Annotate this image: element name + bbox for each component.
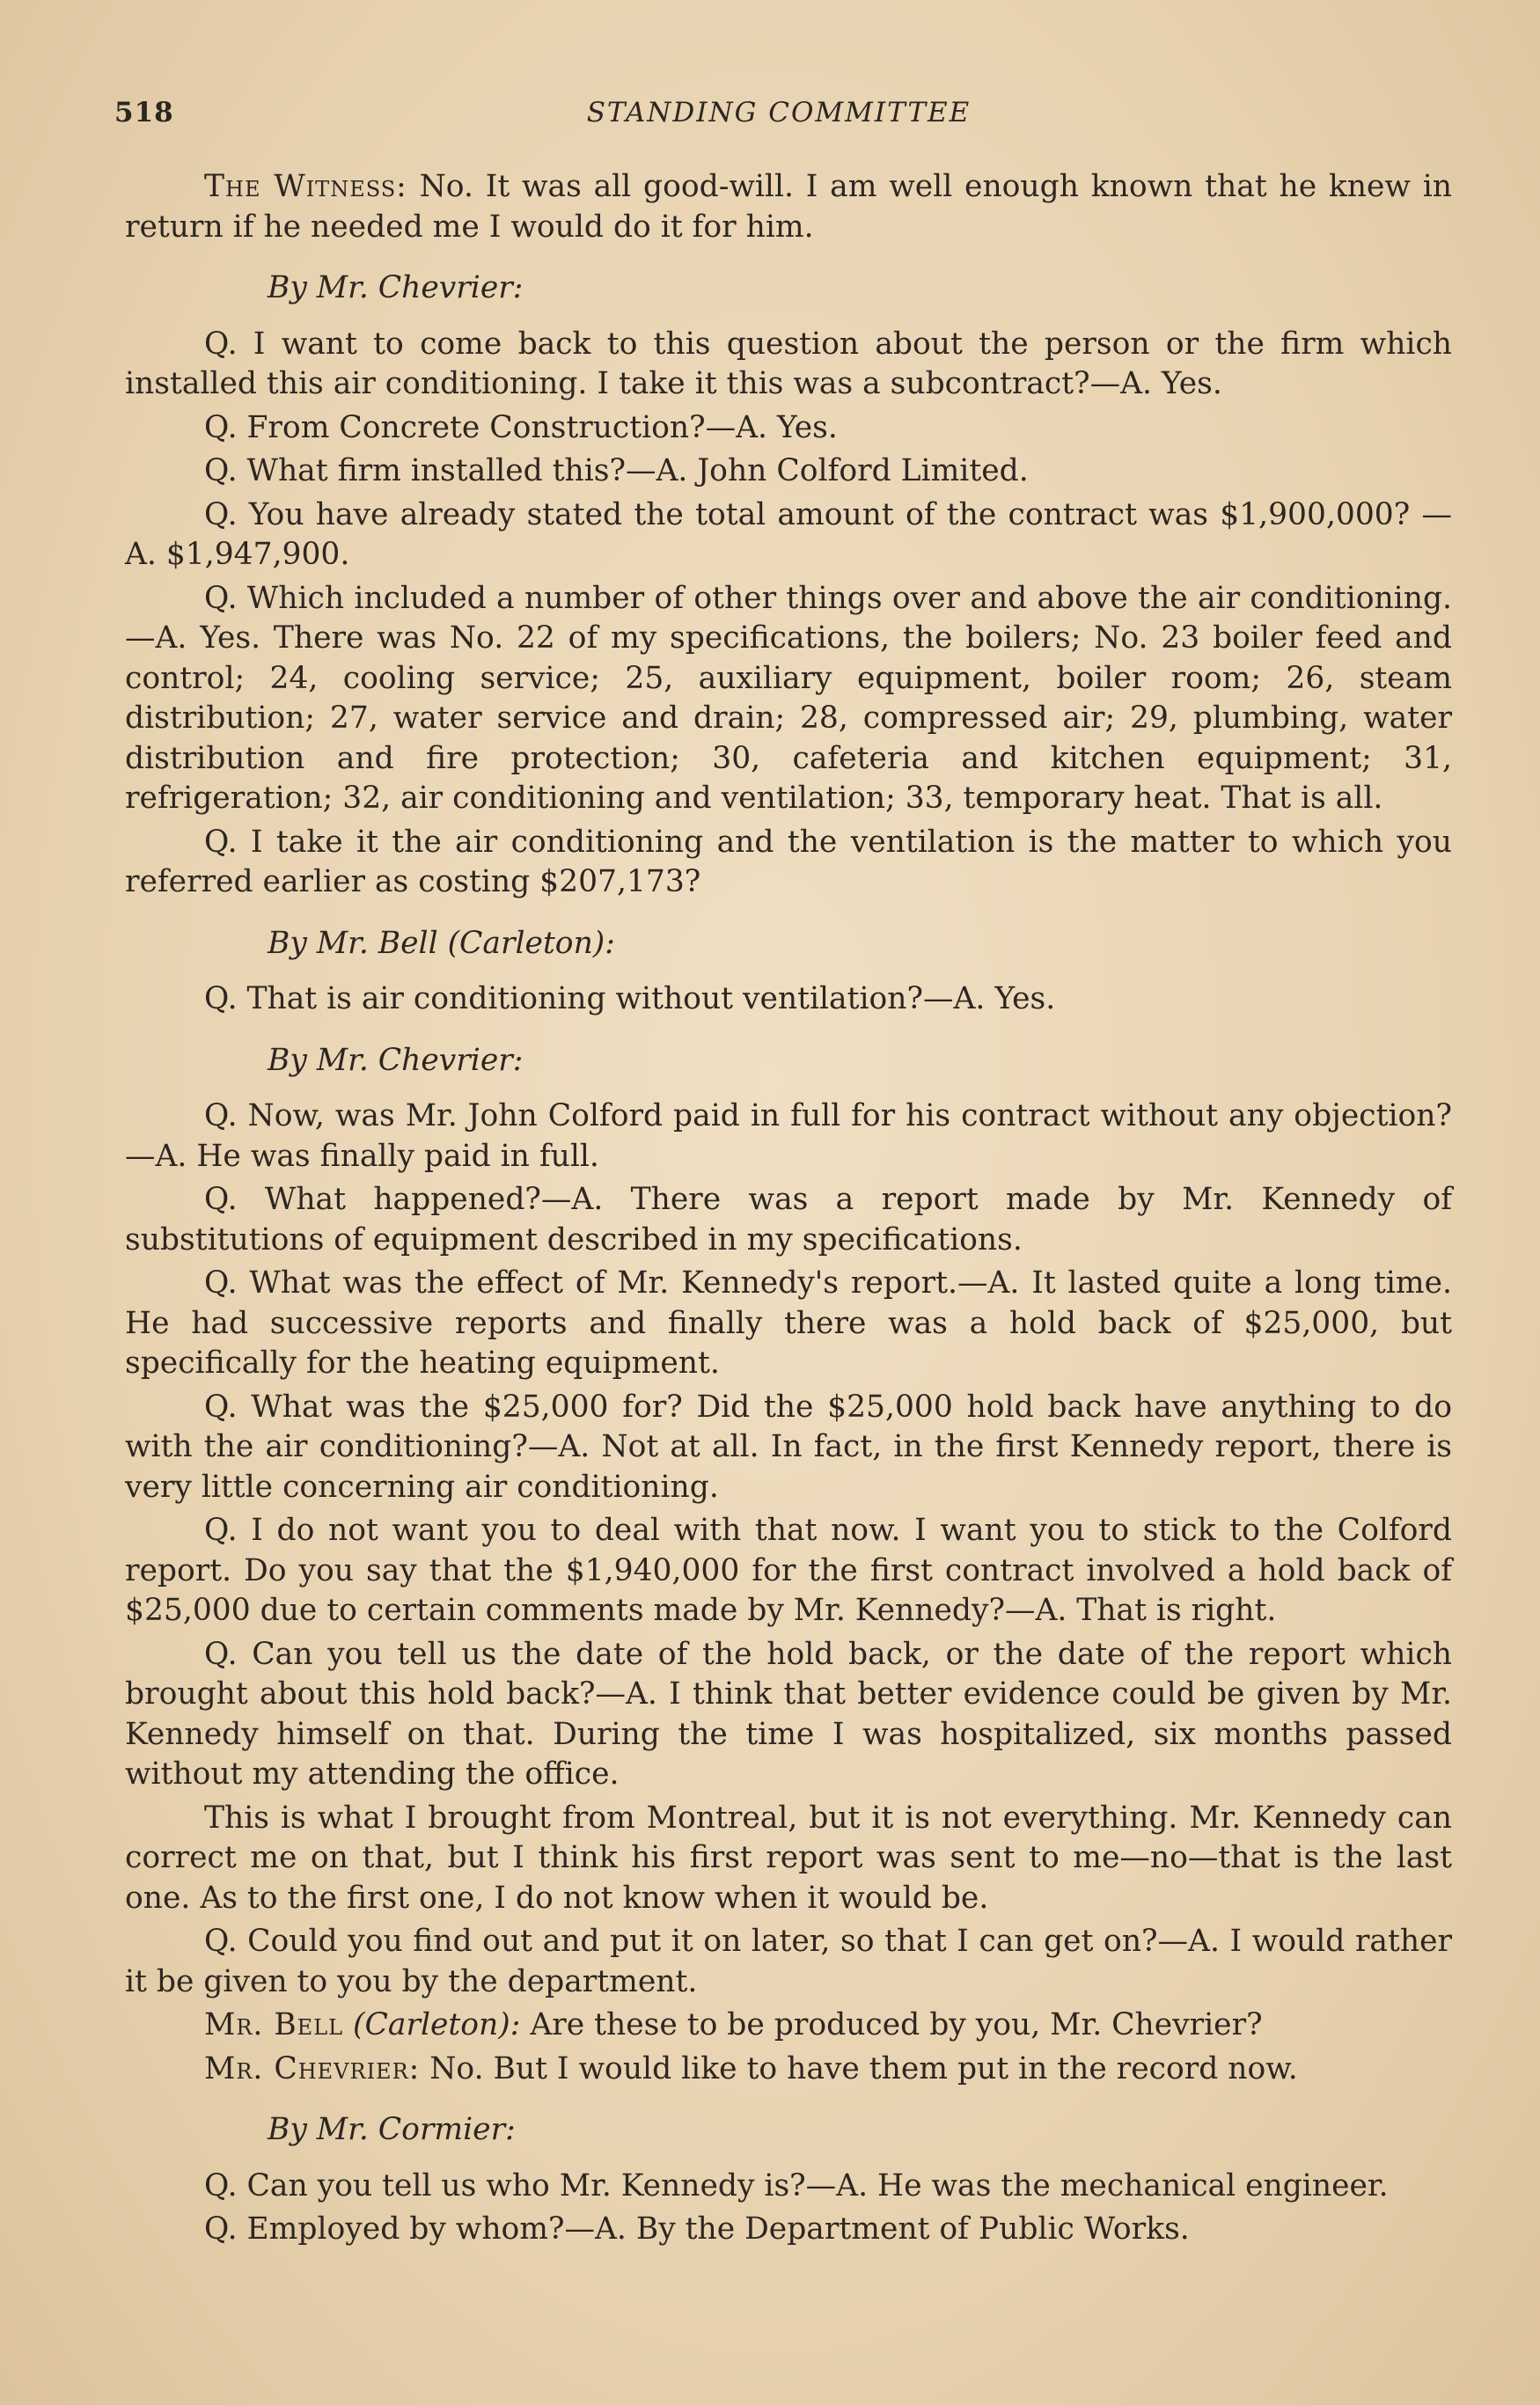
question-answer: Q. I take it the air conditioning and the ventilation is the matter to which you referred earlier as costing $207,173?: [125, 824, 1452, 899]
page-number: 518: [114, 97, 174, 128]
question-answer: Q. What firm installed this?—A. John Colford Limited.: [204, 453, 1029, 488]
speaker-label: Mr. Bell: [204, 2007, 344, 2042]
examiner-heading: By Mr. Bell (Carleton):: [268, 925, 615, 961]
speaker-label: Mr. Chevrier:: [204, 2050, 421, 2086]
statement-text: No. But I would like to have them put in the record now.: [420, 2050, 1298, 2086]
examiner-heading: By Mr. Chevrier:: [268, 1042, 524, 1078]
speaker-label: The Witness:: [204, 169, 407, 204]
statement-text: Are these to be produced by you, Mr. Chevrier?: [520, 2007, 1263, 2042]
question-answer: Q. Can you tell us the date of the hold back, or the date of the report which brought about this hold back?—A. I think that better evidence could be given by Mr. Kennedy himself on that. During the time I was hospitalized, six months passed without my attending the office.: [125, 1636, 1452, 1792]
question-answer: Q. Can you tell us who Mr. Kennedy is?—A. He was the mechanical engineer.: [204, 2167, 1389, 2203]
question-answer: Q. What was the effect of Mr. Kennedy's report.—A. It lasted quite a long time. He had successive reports and finally there was a hold back of $25,000, but specifically for the heating equipment.: [125, 1265, 1452, 1381]
witness-statement: [125, 167, 1452, 247]
question-answer: Q. Could you find out and put it on later, so that I can get on?—A. I would rather it be given to you by the department.: [125, 1924, 1452, 1999]
examiner-heading: By Mr. Chevrier:: [268, 270, 524, 305]
statement-text: No. It was all good-will. I am well enough known that he knew in return if he needed me I would do it for him.: [125, 169, 1453, 245]
question-answer: Q. Which included a number of other things over and above the air conditioning.—A. Yes. There was No. 22 of my specifications, the boilers; No. 23 boiler feed and control; 24, cooling service; 25, auxiliary equipment, boiler room; 26, steam distribution; 27, water service and drain; 28, compressed air; 29, plumbing, water distribution and fire protection; 30, cafeteria and kitchen equipment; 31, refrigeration; 32, air conditioning and ventilation; 33, temporary heat. That is all.: [125, 580, 1452, 816]
witness-statement: This is what I brought from Montreal, but it is not everything. Mr. Kennedy can correct me on that, but I think his first report was sent to me—no—that is the last one. As to the first one, I do not know when it would be.: [125, 1800, 1452, 1916]
question-answer: Q. That is air conditioning without ventilation?—A. Yes.: [204, 981, 1056, 1016]
speaker-riding: (Carleton):: [353, 2007, 521, 2042]
question-answer: Q. I do not want you to deal with that now. I want you to stick to the Colford report. Do you say that the $1,940,000 for the first contract involved a hold back of $25,000 due to certain comments made by Mr. Kennedy?—A. That is right.: [125, 1513, 1452, 1628]
question-answer: Q. From Concrete Construction?—A. Yes.: [204, 409, 838, 445]
question-answer: Q. What was the $25,000 for? Did the $25,000 hold back have anything to do with the air conditioning?—A. Not at all. In fact, in the first Kennedy report, there is very little concerning air conditioning.: [125, 1389, 1452, 1505]
page-header: [114, 97, 1443, 141]
examiner-heading: By Mr. Cormier:: [268, 2112, 516, 2147]
question-answer: Q. Now, was Mr. John Colford paid in full for his contract without any objection?—A. He was finally paid in full.: [125, 1098, 1452, 1174]
transcript-body: [125, 167, 1452, 2254]
question-answer: Q. I want to come back to this question about the person or the firm which installed this air conditioning. I take it this was a subcontract?—A. Yes.: [125, 326, 1452, 401]
question-answer: Q. Employed by whom?—A. By the Department of Public Works.: [204, 2211, 1190, 2247]
question-answer: Q. You have already stated the total amount of the contract was $1,900,000? —A. $1,947,900.: [125, 496, 1452, 572]
question-answer: Q. What happened?—A. There was a report made by Mr. Kennedy of substitutions of equipment described in my specifications.: [125, 1182, 1452, 1257]
member-statement: [125, 2005, 1452, 2046]
running-head: STANDING COMMITTEE: [586, 97, 972, 128]
member-statement: [125, 2049, 1452, 2090]
